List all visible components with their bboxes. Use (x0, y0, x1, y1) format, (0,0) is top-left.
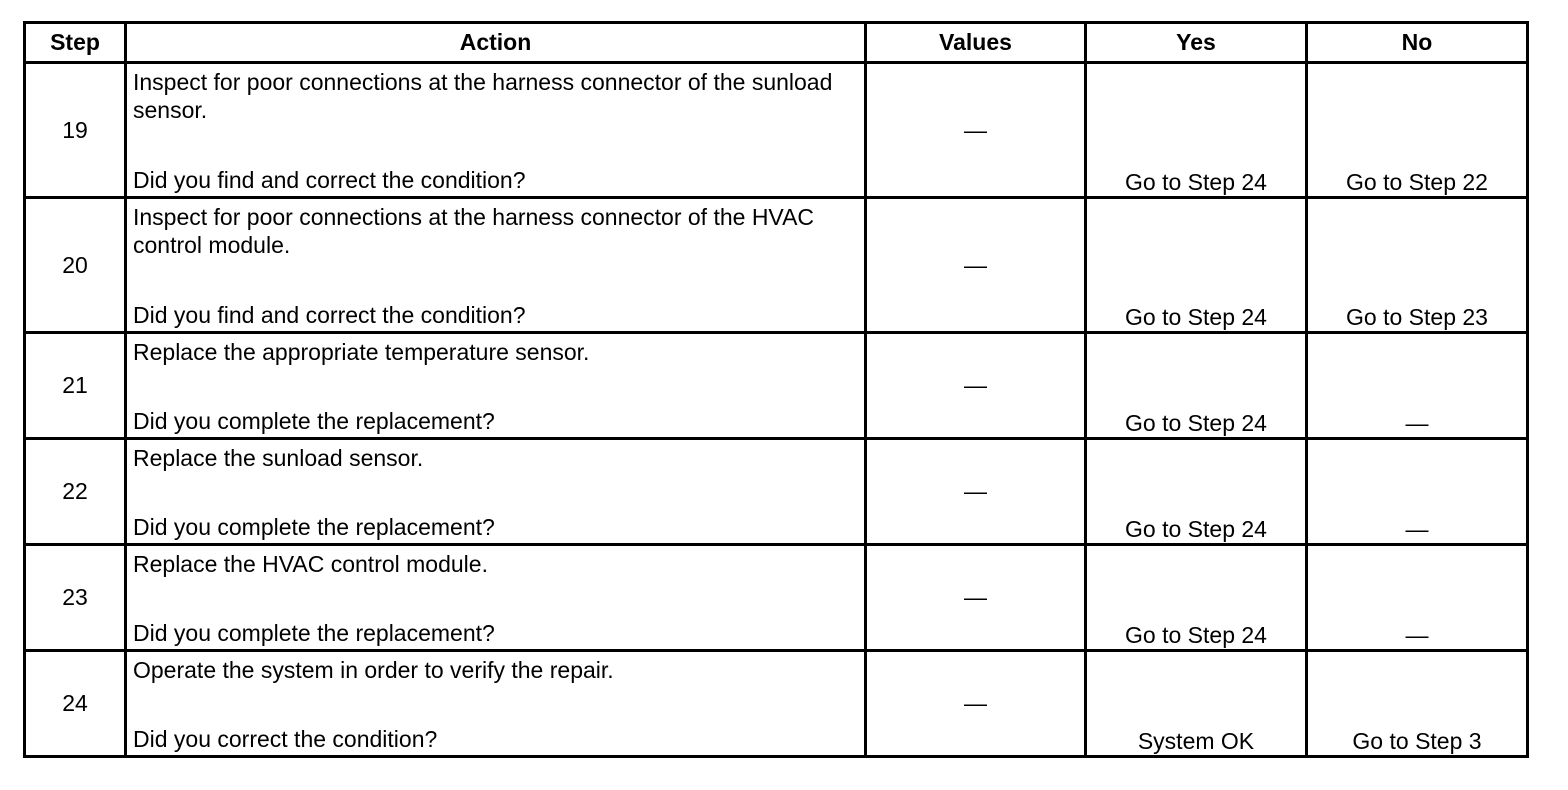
action-text: Replace the sunload sensor. (133, 445, 424, 471)
action-question: Did you correct the condition? (133, 726, 438, 752)
yes-cell: Go to Step 24 (1086, 198, 1307, 333)
action-text: Replace the appropriate temperature sensor. (133, 339, 590, 365)
step-number: 24 (25, 651, 126, 757)
diagnostic-table (23, 21, 1529, 758)
table-row (25, 198, 1528, 333)
values-cell: — (866, 63, 1086, 198)
table-row (25, 545, 1528, 651)
action-cell (126, 545, 866, 651)
values-cell: — (866, 198, 1086, 333)
action-cell (126, 63, 866, 198)
values-cell: — (866, 545, 1086, 651)
table-row (25, 439, 1528, 545)
table-row (25, 333, 1528, 439)
action-question: Did you complete the replacement? (133, 408, 495, 434)
action-cell (126, 439, 866, 545)
no-cell: Go to Step 23 (1307, 198, 1528, 333)
step-number: 21 (25, 333, 126, 439)
yes-cell: System OK (1086, 651, 1307, 757)
no-cell: Go to Step 3 (1307, 651, 1528, 757)
action-question: Did you complete the replacement? (133, 620, 495, 646)
no-cell: — (1307, 333, 1528, 439)
header-values: Values (866, 23, 1086, 63)
action-text: Replace the HVAC control module. (133, 551, 488, 577)
action-question: Did you complete the replacement? (133, 514, 495, 540)
no-cell: — (1307, 439, 1528, 545)
table-row (25, 63, 1528, 198)
header-yes: Yes (1086, 23, 1307, 63)
step-number: 20 (25, 198, 126, 333)
action-text: Operate the system in order to verify the repair. (133, 657, 614, 683)
table-row (25, 651, 1528, 757)
step-number: 19 (25, 63, 126, 198)
yes-cell: Go to Step 24 (1086, 439, 1307, 545)
yes-cell: Go to Step 24 (1086, 333, 1307, 439)
header-no: No (1307, 23, 1528, 63)
header-action: Action (126, 23, 866, 63)
no-cell: — (1307, 545, 1528, 651)
step-number: 23 (25, 545, 126, 651)
values-cell: — (866, 439, 1086, 545)
header-row (25, 23, 1528, 63)
no-cell: Go to Step 22 (1307, 63, 1528, 198)
action-cell (126, 198, 866, 333)
header-step: Step (25, 23, 126, 63)
action-text: Inspect for poor connections at the harness connector of the HVAC control module. (133, 204, 815, 258)
step-number: 22 (25, 439, 126, 545)
values-cell: — (866, 651, 1086, 757)
action-question: Did you find and correct the condition? (133, 167, 526, 193)
values-cell: — (866, 333, 1086, 439)
action-text: Inspect for poor connections at the harness connector of the sunload sensor. (133, 69, 833, 123)
yes-cell: Go to Step 24 (1086, 545, 1307, 651)
action-cell (126, 333, 866, 439)
action-question: Did you find and correct the condition? (133, 302, 526, 328)
yes-cell: Go to Step 24 (1086, 63, 1307, 198)
action-cell (126, 651, 866, 757)
